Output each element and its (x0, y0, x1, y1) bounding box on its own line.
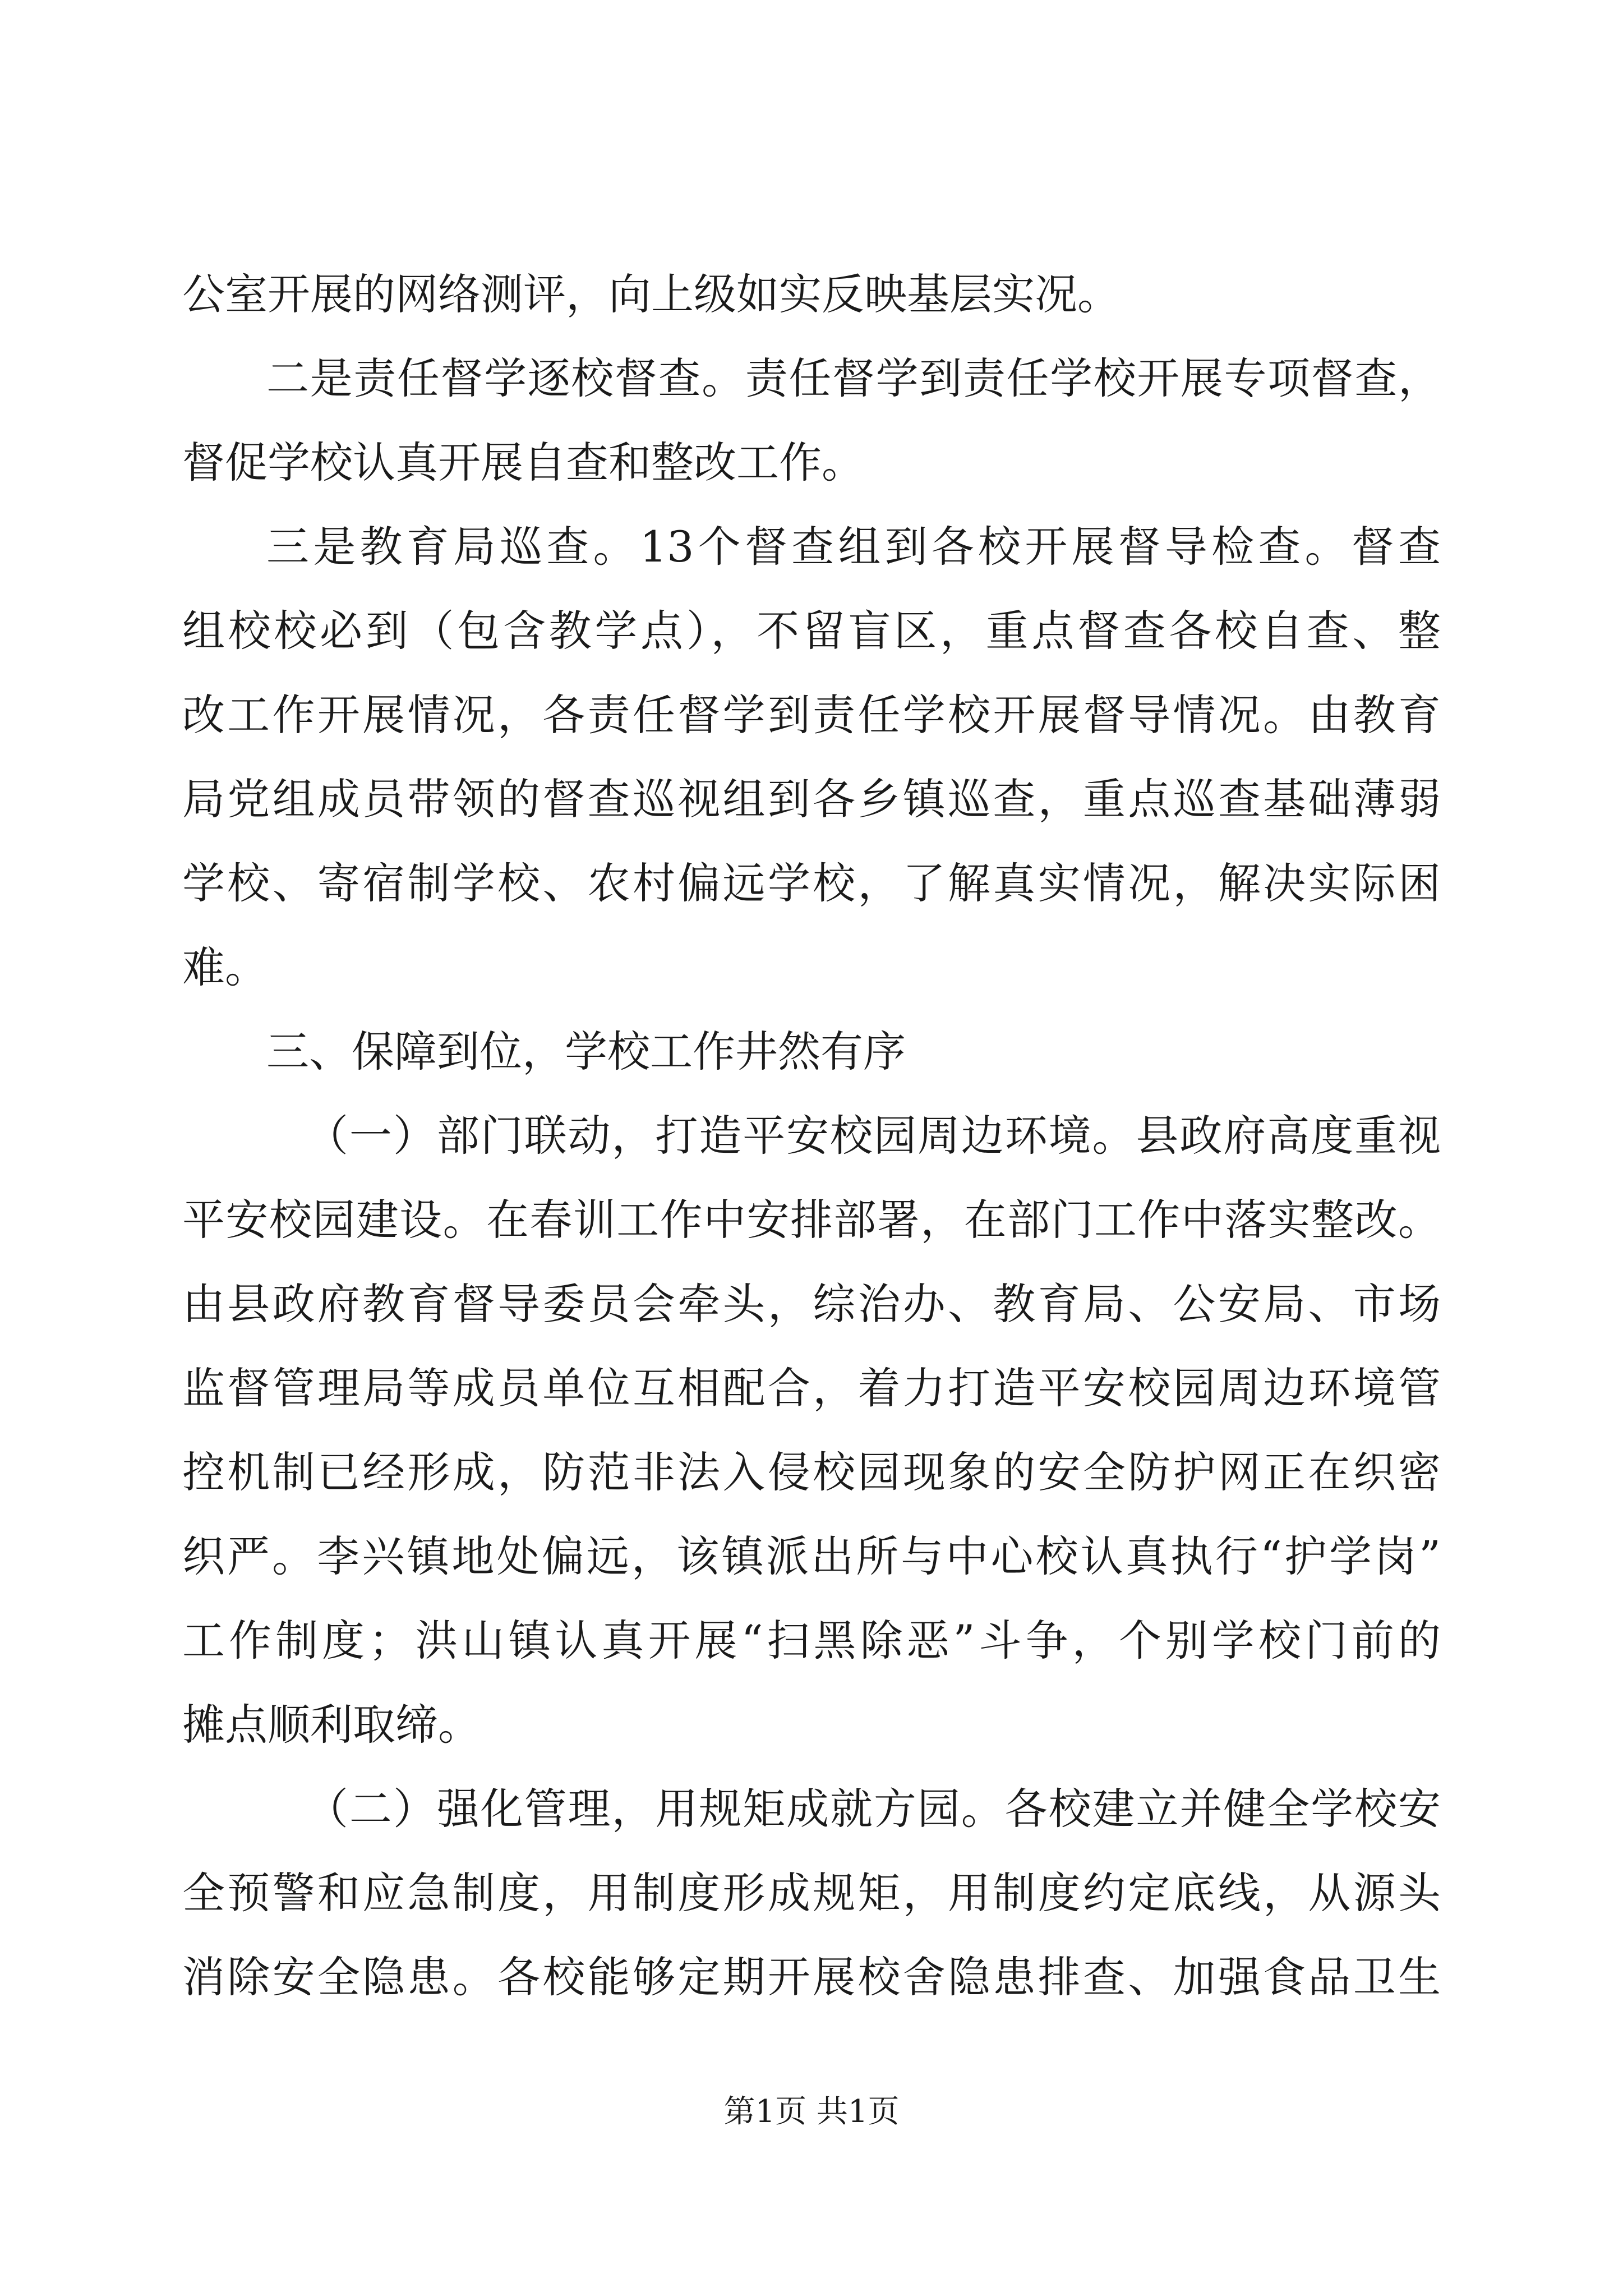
text-line: 组校校必到（包含教学点），不留盲区，重点督查各校自查、整 (182, 606, 1441, 656)
text-line: 全预警和应急制度，用制度形成规矩，用制度约定底线，从源头 (182, 1868, 1441, 1918)
text-line: 局党组成员带领的督查巡视组到各乡镇巡查，重点巡查基础薄弱 (182, 774, 1441, 824)
text-line: 由县政府教育督导委员会牵头，综治办、教育局、公安局、市场 (182, 1279, 1441, 1329)
text-line: 摊点顺利取缔。 (182, 1700, 481, 1750)
text-line: 消除安全隐患。各校能够定期开展校舍隐患排查、加强食品卫生 (182, 1952, 1441, 2002)
text-line: 公室开展的网络测评，向上级如实反映基层实况。 (182, 269, 1120, 319)
subsection-heading-line: （二）强化管理，用规矩成就方园。各校建立并健全学校安 (306, 1784, 1441, 1834)
text-line: 三是教育局巡查。13个督查组到各校开展督导检查。督查 (266, 522, 1441, 572)
text-line: 二是责任督学逐校督查。责任督学到责任学校开展专项督查， (266, 353, 1441, 403)
text-line: 难。 (182, 942, 268, 992)
text-line: 织严。李兴镇地处偏远，该镇派出所与中心校认真执行“护学岗” (182, 1531, 1441, 1581)
text-line: 控机制已经形成，防范非法入侵校园现象的安全防护网正在织密 (182, 1447, 1441, 1497)
text-line: 督促学校认真开展自查和整改工作。 (182, 438, 864, 487)
text-line: 改工作开展情况，各责任督学到责任学校开展督导情况。由教育 (182, 690, 1441, 740)
text-line: 学校、寄宿制学校、农村偏远学校，了解真实情况，解决实际困 (182, 858, 1441, 908)
text-line: 监督管理局等成员单位互相配合，着力打造平安校园周边环境管 (182, 1363, 1441, 1413)
section-heading: 三、保障到位，学校工作井然有序 (266, 1027, 906, 1076)
text-line: 平安校园建设。在春训工作中安排部署，在部门工作中落实整改。 (182, 1195, 1441, 1245)
text-line: 工作制度；洪山镇认真开展“扫黑除恶”斗争，个别学校门前的 (182, 1616, 1441, 1665)
subsection-heading-line: （一）部门联动，打造平安校园周边环境。县政府高度重视 (306, 1111, 1441, 1161)
page-footer: 第1页 共1页 (723, 2093, 900, 2130)
